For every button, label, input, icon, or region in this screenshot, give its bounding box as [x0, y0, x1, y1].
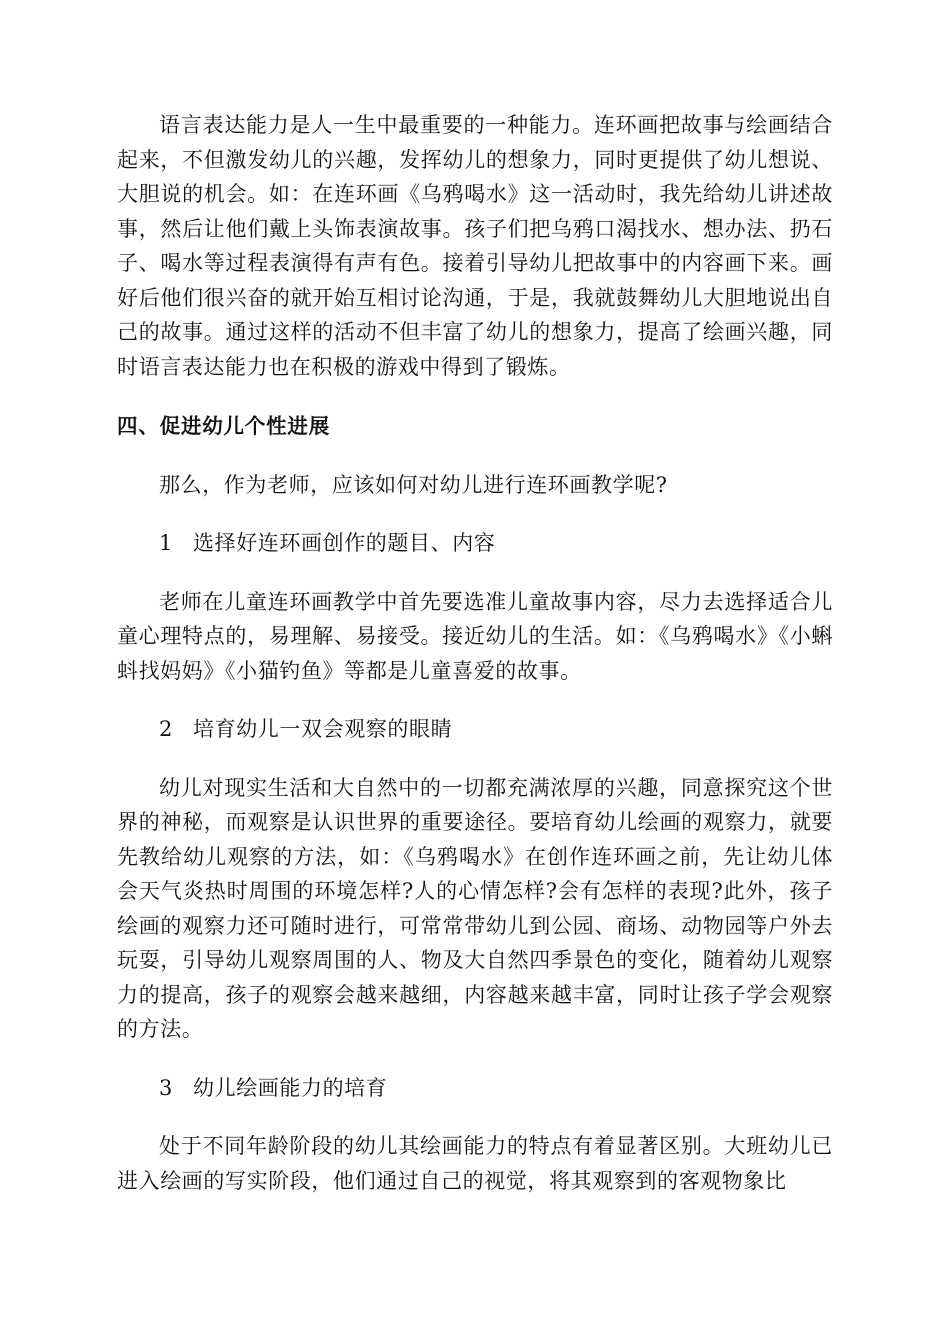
- subheading-1: [117, 526, 833, 561]
- document-page: [117, 108, 833, 1198]
- subheading-1-text: 选择好连环画创作的题目、内容: [193, 531, 496, 555]
- subheading-2: [117, 712, 833, 747]
- subheading-2-text: 培育幼儿一双会观察的眼睛: [193, 717, 453, 741]
- paragraph-language-expression: 语言表达能力是人一生中最重要的一种能力。连环画把故事与绘画结合起来，不但激发幼儿的兴趣，发挥幼儿的想象力，同时更提供了幼儿想说、大胆说的机会。如：在连环画《乌鸦喝水》这一活动时，我先给幼儿讲述故事，然后让他们戴上头饰表演故事。孩子们把乌鸦口渴找水、想办法、扔石子、喝水等过程表演得有声有色。接着引导幼儿把故事中的内容画下来。画好后他们很兴奋的就开始互相讨论沟通，于是，我就鼓舞幼儿大胆地说出自己的故事。通过这样的活动不但丰富了幼儿的想象力，提高了绘画兴趣，同时语言表达能力也在积极的游戏中得到了锻炼。: [117, 113, 833, 379]
- paragraph-choose-content: 老师在儿童连环画教学中首先要选准儿童故事内容，尽力去选择适合儿童心理特点的，易理解、易接受。接近幼儿的生活。如：《乌鸦喝水》《小蝌蚪找妈妈》《小猫钓鱼》等都是儿童喜爱的故事。: [117, 589, 833, 683]
- subheading-2-number: 2: [159, 717, 173, 741]
- section-heading-4: 四、促进幼儿个性进展: [117, 414, 330, 438]
- paragraph-drawing-ability: 处于不同年龄阶段的幼儿其绘画能力的特点有着显著区别。大班幼儿已进入绘画的写实阶段，他们通过自己的视觉，将其观察到的客观物象比: [117, 1134, 833, 1193]
- subheading-3: [117, 1071, 833, 1106]
- paragraph-how-to-teach: 那么，作为老师，应该如何对幼儿进行连环画教学呢?: [159, 472, 668, 497]
- subheading-3-number: 3: [159, 1075, 173, 1100]
- subheading-1-number: 1: [159, 531, 173, 555]
- paragraph-observation: 幼儿对现实生活和大自然中的一切都充满浓厚的兴趣，同意探究这个世界的神秘，而观察是认识世界的重要途径。要培育幼儿绘画的观察力，就要先教给幼儿观察的方法，如：《乌鸦喝水》在创作连环画之前，先让幼儿体会天气炎热时周围的环境怎样?人的心情怎样?会有怎样的表现?此外，孩子绘画的观察力还可随时进行，可常常带幼儿到公园、商场、动物园等户外去玩耍，引导幼儿观察周围的人、物及大自然四季景色的变化，随着幼儿观察力的提高，孩子的观察会越来越细，内容越来越丰富，同时让孩子学会观察的方法。: [117, 775, 833, 1041]
- subheading-3-text: 幼儿绘画能力的培育: [193, 1075, 388, 1100]
